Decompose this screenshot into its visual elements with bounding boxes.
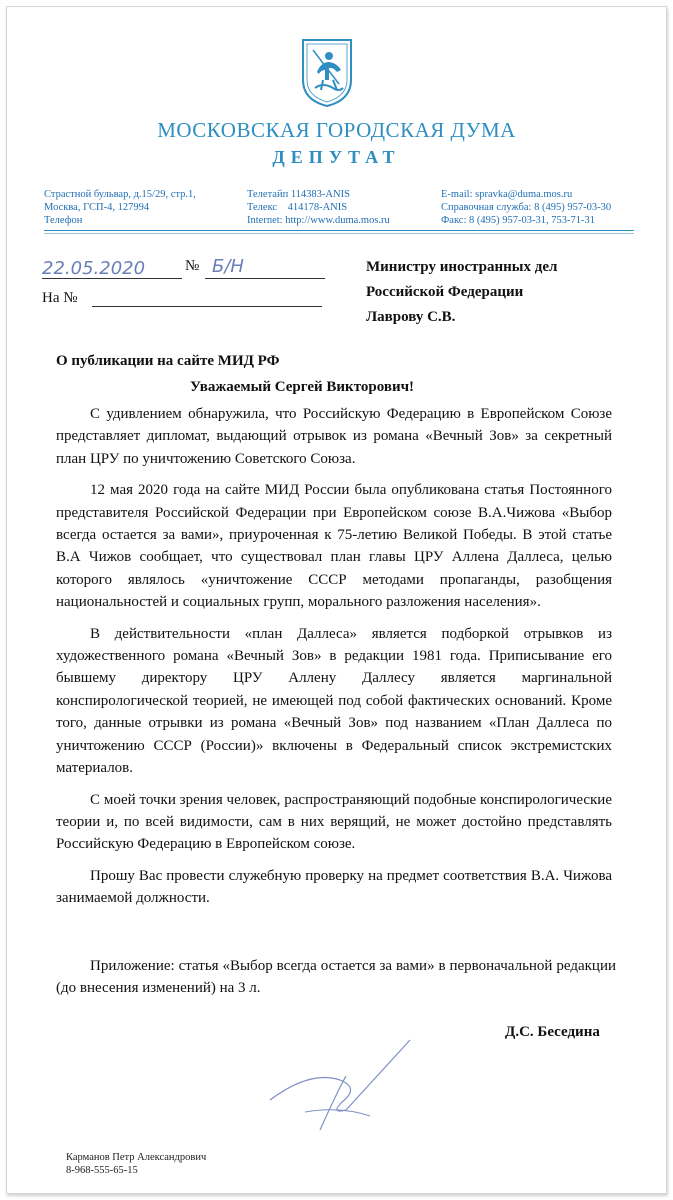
email-line: E-mail: spravka@duma.mos.ru xyxy=(441,189,573,200)
greeting: Уважаемый Сергей Викторович! xyxy=(190,379,415,395)
attachment-note xyxy=(56,955,616,1000)
moscow-coat-of-arms-icon xyxy=(299,36,355,108)
paragraph: С удивлением обнаружила, что Российскую Федерацию в Европейском Союзе представляет дипломат, выдающий отрывок из романа «Вечный Зов» за секретный план ЦРУ по уничтожению Советского Союза. xyxy=(56,406,612,467)
paragraph: Прошу Вас провести служебную проверку на предмет соответствия В.А. Чижова занимаемой должности. xyxy=(56,867,612,907)
signer-name: Д.С. Беседина xyxy=(505,1024,600,1040)
reg-date-field xyxy=(42,258,145,279)
executor-phone: 8-968-555-65-15 xyxy=(66,1165,138,1176)
address-line: Телефон xyxy=(44,215,83,226)
paragraph: 12 мая 2020 года на сайте МИД России была опубликована статья Постоянного представителя Российской Федерации при Европейском союзе В.А.Чижова «Выбор всегда остается за вами», приуроченная к 75-летию Великой Победы. В этой статье В.А Чижов сообщает, что существовал план главы ЦРУ Аллена Даллеса, целью которого являлось «уничтожение СССР методами пропаганды, разобщения национальностей и социальных групп, морального разложения населения». xyxy=(56,482,612,611)
header-divider xyxy=(44,230,634,231)
email-block xyxy=(441,188,611,227)
na-underline xyxy=(92,306,322,307)
telecom-line: Телетайп 114383-ANIS xyxy=(247,189,350,200)
subject-line: О публикации на сайте МИД РФ xyxy=(56,353,280,369)
handwritten-signature-icon xyxy=(250,1030,420,1140)
number-underline xyxy=(205,278,325,279)
addressee-line: Лаврову С.В. xyxy=(366,309,456,325)
address-line: Страстной бульвар, д.15/29, стр.1, xyxy=(44,189,196,200)
telecom-line: Телекс 414178-ANIS xyxy=(247,202,348,213)
header-divider-thin xyxy=(44,233,634,234)
addressee-line: Министру иностранных дел xyxy=(366,259,558,275)
executor-name: Карманов Петр Александрович xyxy=(66,1152,207,1163)
org-subtitle: ДЕПУТАТ xyxy=(272,147,401,167)
addressee-line: Российской Федерации xyxy=(366,284,524,300)
letter-body xyxy=(56,403,612,919)
telecom-block xyxy=(247,188,390,227)
address-block xyxy=(44,188,196,227)
paragraph: В действительности «план Даллеса» является подборкой отрывков из художественного романа «Вечный Зов» в редакции 1981 года. Приписывание его бывшему директору ЦРУ Аллену Даллесу является маргинальной конспирологической теорией, не имеющей под собой фактических оснований. Кроме того, данные отрывки из романа «Вечный Зов» под названием «План Даллеса по уничтожению СССР (России)» включены в Федеральный список экстремистских материалов. xyxy=(56,625,612,777)
date-underline xyxy=(42,278,182,279)
paragraph: С моей точки зрения человек, распространяющий подобные конспирологические теории и, по всей видимости, сам в них верящий, не может достойно представлять Российскую Федерацию в Европейском союзе. xyxy=(56,791,612,853)
email-line: Факс: 8 (495) 957-03-31, 753-71-31 xyxy=(441,215,595,226)
na-label: На № xyxy=(42,290,78,306)
reg-date: 22.05.2020 xyxy=(42,258,146,279)
org-title: МОСКОВСКАЯ ГОРОДСКАЯ ДУМА xyxy=(157,118,516,142)
address-line: Москва, ГСП-4, 127994 xyxy=(44,202,150,213)
addressee-block xyxy=(366,255,557,330)
attachment-text: Приложение: статья «Выбор всегда остается за вами» в первоначальной редакции (до внесения изменений) на 3 л. xyxy=(56,958,616,997)
email-line: Справочная служба: 8 (495) 957-03-30 xyxy=(441,202,612,213)
reg-number-field xyxy=(212,256,244,277)
telecom-line: Internet: http://www.duma.mos.ru xyxy=(247,215,390,226)
reg-number-label: № xyxy=(185,258,200,274)
reg-number: Б/Н xyxy=(212,256,244,277)
footer-executor xyxy=(66,1151,206,1177)
